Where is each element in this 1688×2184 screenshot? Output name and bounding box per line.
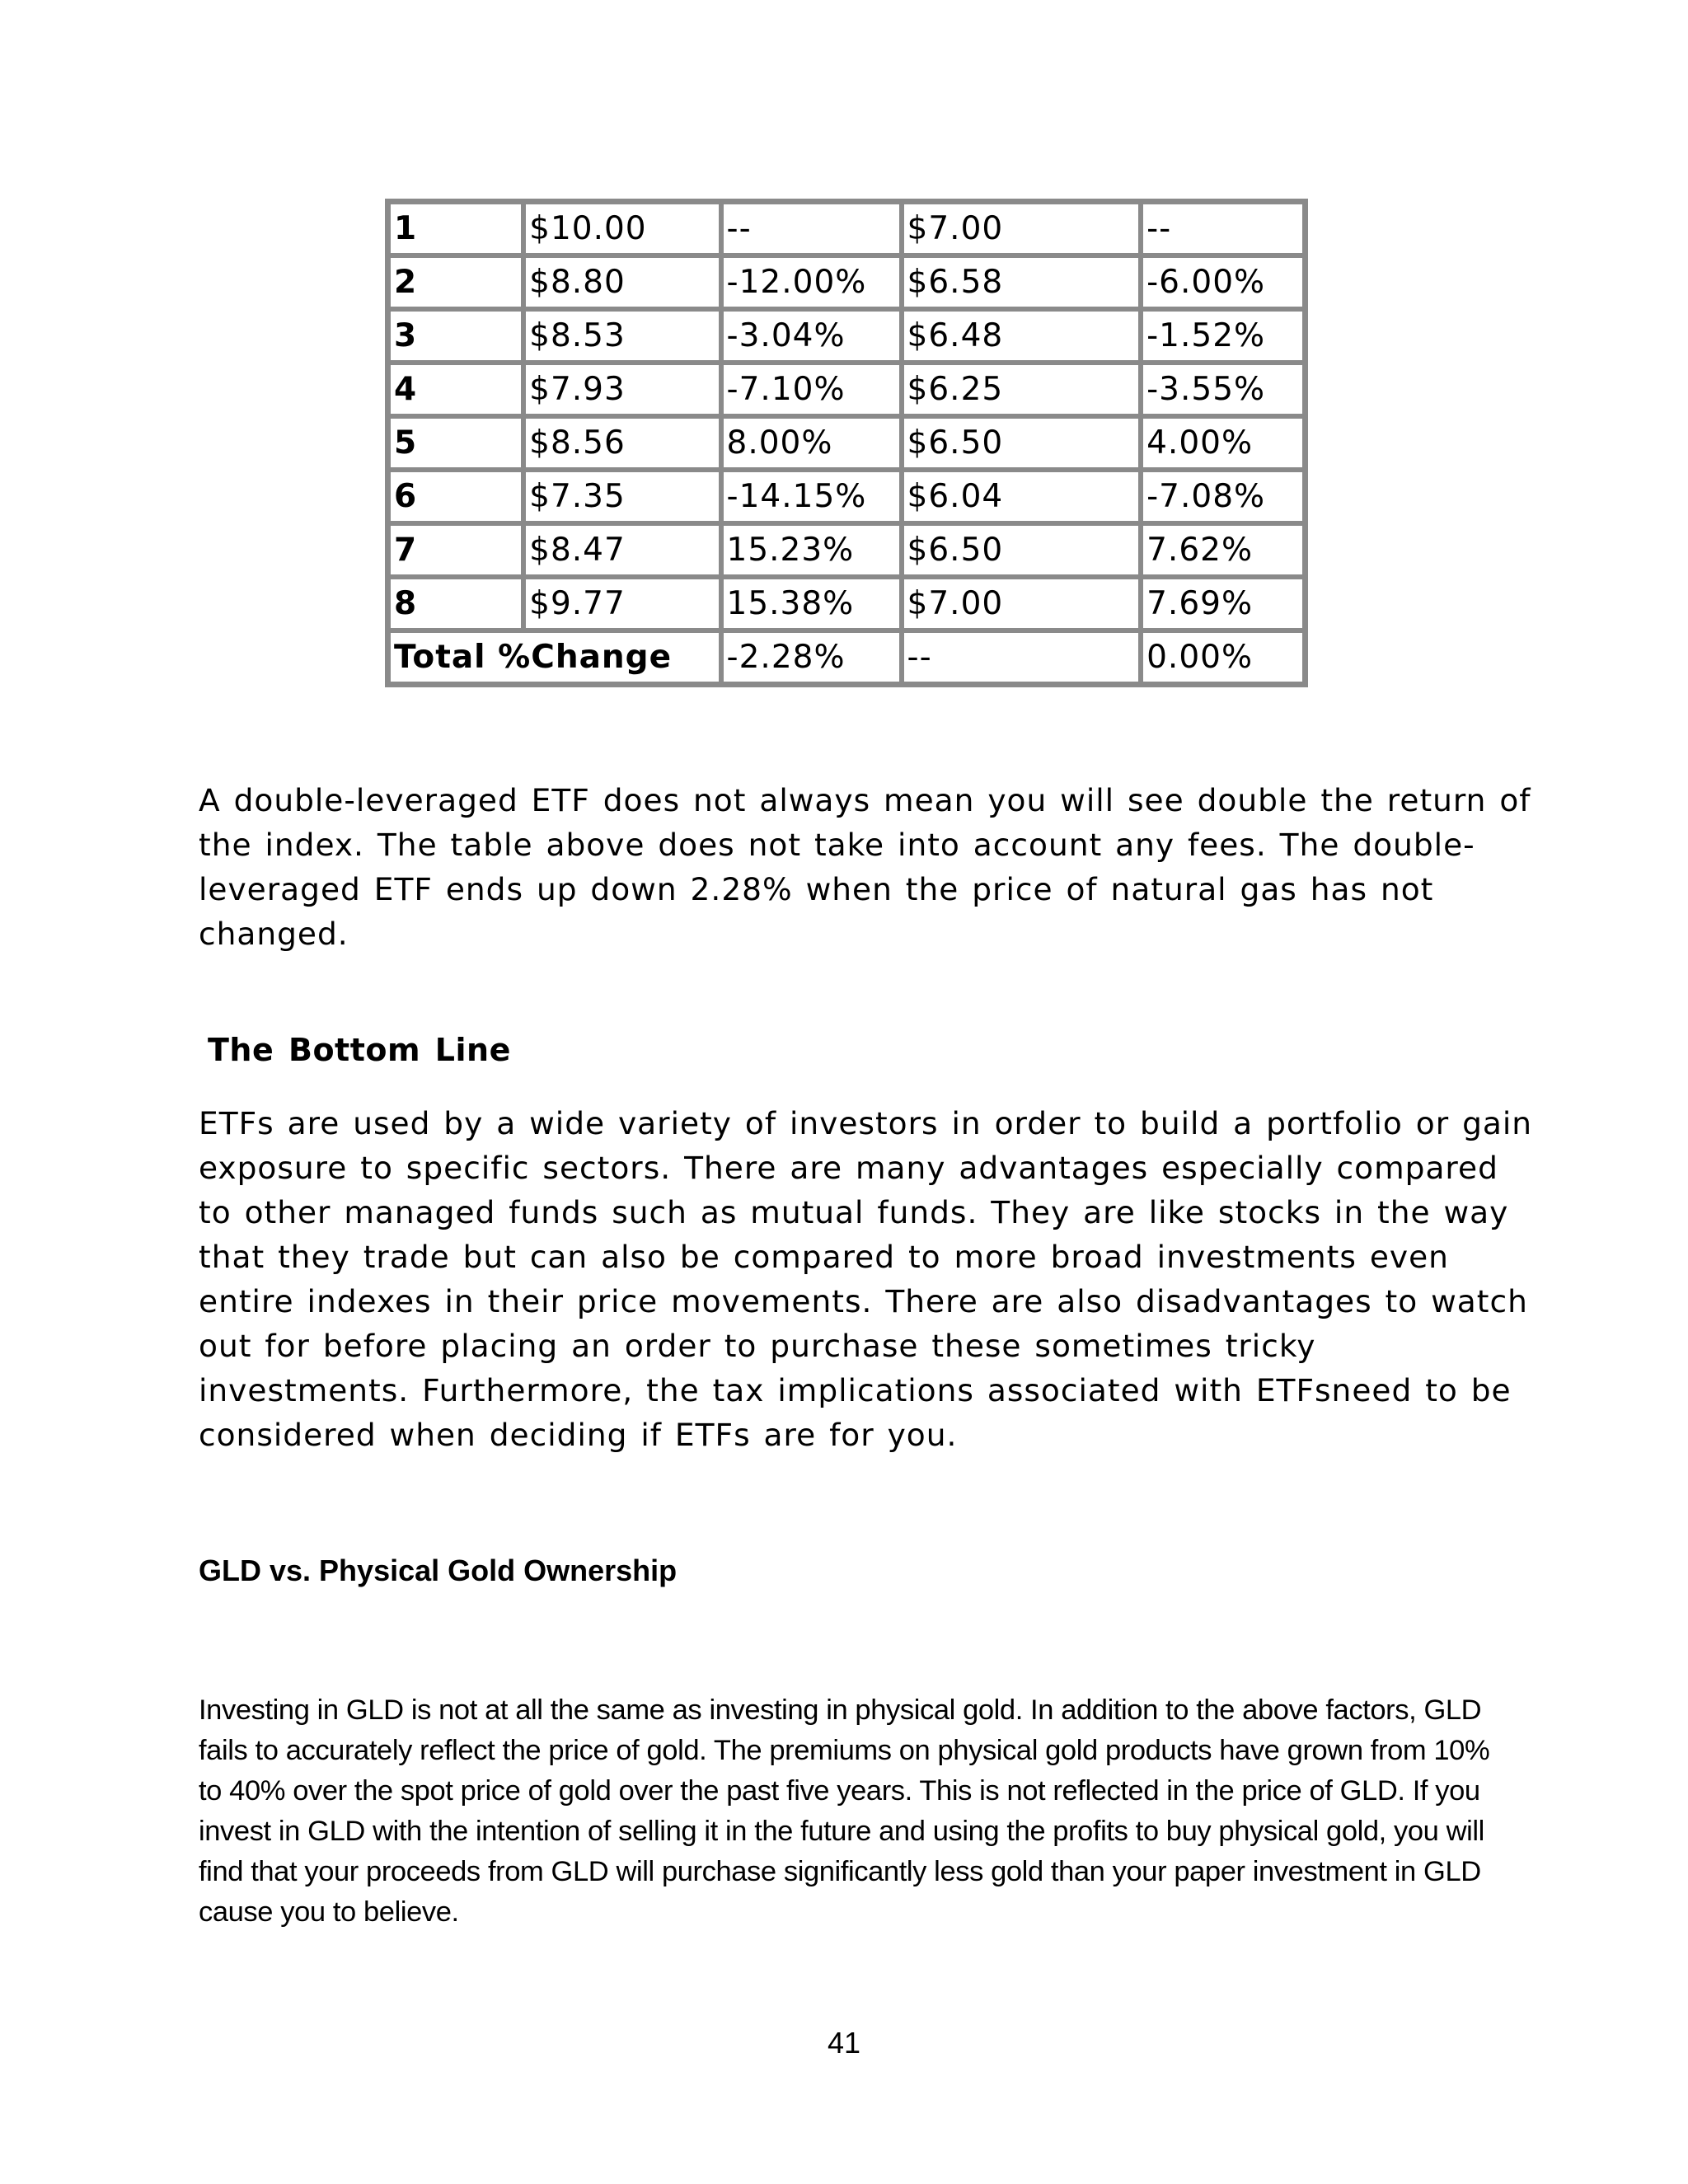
price-cell: $8.80 (523, 255, 720, 309)
price-cell: $8.56 (523, 416, 720, 470)
period-cell: 1 (388, 202, 523, 255)
table-row (388, 255, 1305, 309)
total-label-cell: Total %Change (388, 630, 721, 684)
price-cell: $8.53 (523, 309, 720, 363)
price-cell: $10.00 (523, 202, 720, 255)
period-cell: 3 (388, 309, 523, 363)
price-cell: $6.25 (902, 363, 1142, 416)
table-row (388, 363, 1305, 416)
change-cell: 4.00% (1141, 416, 1305, 470)
change-cell: -7.08% (1141, 470, 1305, 523)
change-cell: -3.55% (1141, 363, 1305, 416)
double-leveraged-paragraph: A double-leveraged ETF does not always mean you will see double the return of the index. The table above does not take into account any fees. The double-leveraged ETF ends up down 2.28% when the price of natural gas has not changed. (199, 782, 1531, 952)
period-cell: 2 (388, 255, 523, 309)
bottom-line-paragraph: ETFs are used by a wide variety of investors in order to build a portfolio or gain exposure to specific sectors. There are many advantages especially compared to other managed funds such as mutual funds. They are like stocks in the way that they trade but can also be compared to more broad investments even entire indexes in their price movements. There are also disadvantages to watch out for before placing an order to purchase these sometimes tricky investments. Furthermore, the tax implications associated with ETFsneed to be considered when deciding if ETFs are for you. (199, 1105, 1533, 1453)
table-total-row (388, 630, 1305, 684)
price-cell: $9.77 (523, 577, 720, 630)
price-cell: $7.35 (523, 470, 720, 523)
change-cell: -7.10% (721, 363, 902, 416)
change-cell: -3.04% (721, 309, 902, 363)
price-cell: $6.50 (902, 416, 1142, 470)
period-cell: 5 (388, 416, 523, 470)
price-cell: $6.50 (902, 523, 1142, 577)
change-cell: -6.00% (1141, 255, 1305, 309)
table-row (388, 309, 1305, 363)
change-cell: 15.23% (721, 523, 902, 577)
table-row (388, 416, 1305, 470)
change-cell: -- (721, 202, 902, 255)
change-cell: 15.38% (721, 577, 902, 630)
change-cell: 7.69% (1141, 577, 1305, 630)
table-row (388, 577, 1305, 630)
period-cell: 8 (388, 577, 523, 630)
gld-paragraph: Investing in GLD is not at all the same as investing in physical gold. In addition to the above factors, GLD fails to accurately reflect the price of gold. The premiums on physical gold products have grown from 10% to 40% over the spot price of gold over the past five years. This is not reflected in the price of GLD. If you invest in GLD with the intention of selling it in the future and using the profits to buy physical gold, you will find that your proceeds from GLD will purchase significantly less gold than your paper investment in GLD cause you to believe. (199, 1694, 1490, 1928)
price-cell: $6.58 (902, 255, 1142, 309)
gld-heading: GLD vs. Physical Gold Ownership (199, 1554, 678, 1587)
price-cell: $8.47 (523, 523, 720, 577)
change-cell: 8.00% (721, 416, 902, 470)
change-cell: -14.15% (721, 470, 902, 523)
change-cell: -1.52% (1141, 309, 1305, 363)
price-change-table (385, 199, 1308, 687)
period-cell: 6 (388, 470, 523, 523)
change-cell: -- (1141, 202, 1305, 255)
table-row (388, 470, 1305, 523)
bottom-line-heading: The Bottom Line (208, 1032, 511, 1068)
price-cell: $7.93 (523, 363, 720, 416)
total-price-cell: -- (902, 630, 1142, 684)
price-cell: $6.48 (902, 309, 1142, 363)
table-row (388, 202, 1305, 255)
table-row (388, 523, 1305, 577)
price-cell: $7.00 (902, 202, 1142, 255)
table-body (388, 202, 1305, 684)
period-cell: 4 (388, 363, 523, 416)
total-change-cell: -2.28% (721, 630, 902, 684)
change-cell: 7.62% (1141, 523, 1305, 577)
price-cell: $7.00 (902, 577, 1142, 630)
total-change-cell: 0.00% (1141, 630, 1305, 684)
period-cell: 7 (388, 523, 523, 577)
price-cell: $6.04 (902, 470, 1142, 523)
page-number: 41 (827, 2026, 861, 2060)
change-cell: -12.00% (721, 255, 902, 309)
